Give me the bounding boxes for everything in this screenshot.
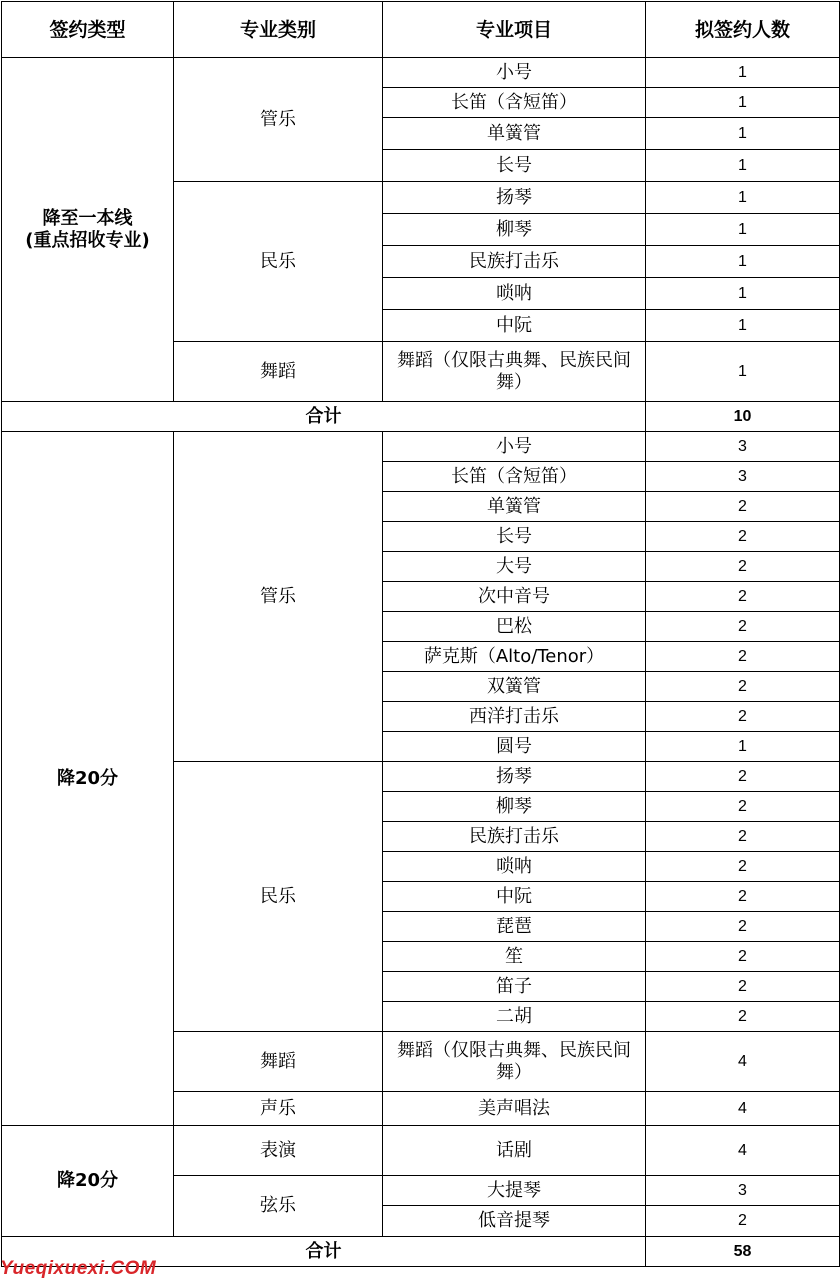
total-value: 58 (646, 1237, 840, 1267)
count-cell: 2 (646, 702, 840, 732)
item-cell: 扬琴 (383, 762, 646, 792)
category-cell: 管乐 (174, 432, 383, 762)
item-cell: 琵琶 (383, 912, 646, 942)
category-cell: 民乐 (174, 182, 383, 342)
item-cell: 唢呐 (383, 852, 646, 882)
count-cell: 2 (646, 672, 840, 702)
item-cell: 小号 (383, 58, 646, 88)
item-cell: 单簧管 (383, 118, 646, 150)
header-row (2, 2, 840, 58)
item-cell: 民族打击乐 (383, 246, 646, 278)
item-cell: 柳琴 (383, 792, 646, 822)
item-cell: 长笛（含短笛） (383, 88, 646, 118)
count-cell: 2 (646, 822, 840, 852)
category-cell: 民乐 (174, 762, 383, 1032)
count-cell: 2 (646, 522, 840, 552)
item-cell: 扬琴 (383, 182, 646, 214)
count-cell: 3 (646, 1176, 840, 1206)
item-cell: 双簧管 (383, 672, 646, 702)
item-cell: 巴松 (383, 612, 646, 642)
item-cell: 唢呐 (383, 278, 646, 310)
item-cell: 圆号 (383, 732, 646, 762)
count-cell: 3 (646, 462, 840, 492)
sign-type-cell: 降至一本线 (重点招收专业) (2, 58, 174, 402)
count-cell: 1 (646, 88, 840, 118)
count-cell: 1 (646, 182, 840, 214)
count-cell: 2 (646, 1206, 840, 1237)
total-value: 10 (646, 402, 840, 432)
category-cell: 舞蹈 (174, 1032, 383, 1092)
item-cell: 低音提琴 (383, 1206, 646, 1237)
sign-type-cell: 降20分 (2, 1126, 174, 1237)
count-cell: 1 (646, 118, 840, 150)
item-cell: 大号 (383, 552, 646, 582)
count-cell: 1 (646, 278, 840, 310)
item-cell: 中阮 (383, 882, 646, 912)
item-cell: 中阮 (383, 310, 646, 342)
item-cell: 美声唱法 (383, 1092, 646, 1126)
enrollment-table (1, 1, 840, 1267)
header-count: 拟签约人数 (646, 2, 840, 58)
item-cell: 笛子 (383, 972, 646, 1002)
item-cell: 长号 (383, 150, 646, 182)
count-cell: 2 (646, 852, 840, 882)
count-cell: 2 (646, 1002, 840, 1032)
count-cell: 1 (646, 342, 840, 402)
total-label: 合计 (2, 402, 646, 432)
category-cell: 表演 (174, 1126, 383, 1176)
count-cell: 4 (646, 1092, 840, 1126)
category-cell: 弦乐 (174, 1176, 383, 1237)
item-cell: 民族打击乐 (383, 822, 646, 852)
count-cell: 1 (646, 732, 840, 762)
count-cell: 4 (646, 1126, 840, 1176)
item-cell: 西洋打击乐 (383, 702, 646, 732)
item-cell (383, 1032, 646, 1092)
item-cell: 二胡 (383, 1002, 646, 1032)
count-cell: 1 (646, 58, 840, 88)
category-cell: 舞蹈 (174, 342, 383, 402)
count-cell: 3 (646, 432, 840, 462)
count-cell: 2 (646, 882, 840, 912)
count-cell: 2 (646, 552, 840, 582)
count-cell: 2 (646, 492, 840, 522)
count-cell: 2 (646, 642, 840, 672)
count-cell: 2 (646, 612, 840, 642)
count-cell: 1 (646, 214, 840, 246)
item-cell: 笙 (383, 942, 646, 972)
item-cell: 次中音号 (383, 582, 646, 612)
table-row (2, 432, 840, 462)
item-cell: 单簧管 (383, 492, 646, 522)
count-cell: 2 (646, 912, 840, 942)
item-cell: 话剧 (383, 1126, 646, 1176)
table-row (2, 1126, 840, 1176)
table-row (2, 58, 840, 88)
item-cell: 长笛（含短笛） (383, 462, 646, 492)
header-sign-type: 签约类型 (2, 2, 174, 58)
header-item: 专业项目 (383, 2, 646, 58)
item-cell (383, 342, 646, 402)
count-cell: 1 (646, 150, 840, 182)
count-cell: 2 (646, 942, 840, 972)
count-cell: 4 (646, 1032, 840, 1092)
total-row (2, 402, 840, 432)
total-label: 合计 (2, 1237, 646, 1267)
category-cell: 声乐 (174, 1092, 383, 1126)
item-text: 舞蹈（仅限古典舞、民族民间舞） (397, 349, 631, 393)
count-cell: 1 (646, 246, 840, 278)
count-cell: 1 (646, 310, 840, 342)
count-cell: 2 (646, 972, 840, 1002)
watermark-logo: Yueqixuexi.COM (0, 1258, 157, 1279)
count-cell: 2 (646, 762, 840, 792)
item-cell: 萨克斯（Alto/Tenor） (383, 642, 646, 672)
item-text: 舞蹈（仅限古典舞、民族民间舞） (397, 1039, 631, 1083)
count-cell: 2 (646, 582, 840, 612)
item-cell: 长号 (383, 522, 646, 552)
count-cell: 2 (646, 792, 840, 822)
item-cell: 柳琴 (383, 214, 646, 246)
sign-type-cell: 降20分 (2, 432, 174, 1126)
header-category: 专业类别 (174, 2, 383, 58)
item-cell: 小号 (383, 432, 646, 462)
item-cell: 大提琴 (383, 1176, 646, 1206)
category-cell: 管乐 (174, 58, 383, 182)
